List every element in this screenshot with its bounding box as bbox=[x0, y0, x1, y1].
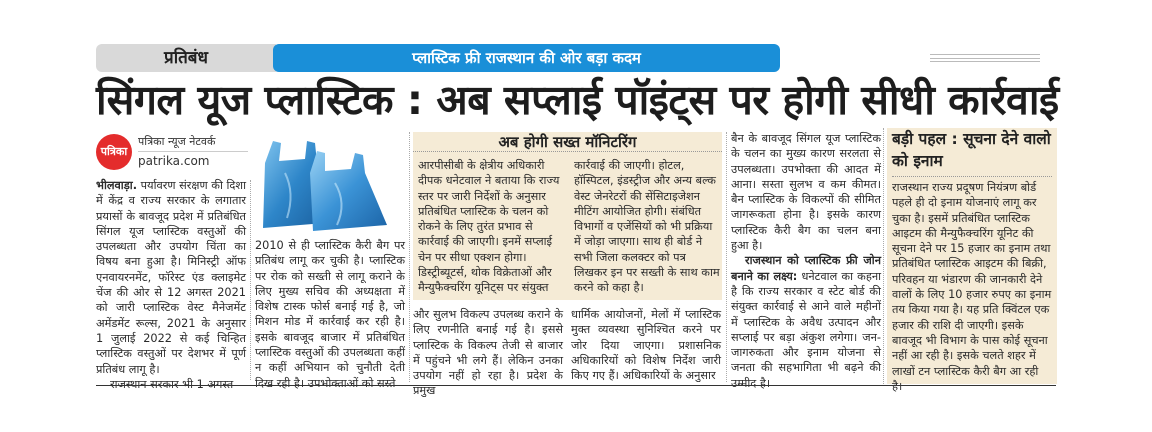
subhead-plastic-free-zone: राजस्थान को प्लास्टिक फ्री जोन बनाने का लक्ष्य: bbox=[731, 254, 881, 283]
column-5-para-2: धनेटवाल का कहना है कि राज्य सरकार व स्टेट बोर्ड की संयुक्त कार्रवाई से आने वाले महीनों में प्लास्टिक के अवैध उत्पादन और सप्लाई पर बड़ा अंकुश लगेगा। जन-जागरुकता और इनाम योजना से जनता की सहभागिता भी बढ़ने की उम्मीद है। bbox=[731, 269, 882, 390]
infobox-col-1: आरपीसीबी के क्षेत्रीय अधिकारी दीपक धनेटवाल ने बताया कि राज्य स्तर पर जारी निर्देशों के अनुसार प्रतिबंधित प्लास्टिक के चलन को रोकने के लिए तुरंत प्रभाव से कार्रवाई की जाएगी। इनमें सप्लाई चेन पर सीधा एक्शन होगा। डिस्ट्रीब्यूटर्स, थोक विक्रेताओं और मैन्युफैक्चरिंग यूनिट्स पर संयुक्त bbox=[418, 159, 560, 295]
bottom-rule bbox=[96, 385, 1056, 386]
kicker-banner: प्लास्टिक फ्री राजस्थान की ओर बड़ा कदम bbox=[273, 44, 780, 72]
column-divider bbox=[883, 128, 884, 384]
article-column-2: 2010 से ही प्लास्टिक कैरी बैग पर प्रतिबंध लागू कर चुकी है। प्लास्टिक पर रोक को सख्ती से लागू कराने के लिए मुख्य सचिव की अध्यक्षता में विशेष टास्क फोर्स बनाई गई है, जो मिशन मोड में कार्रवाई कर रही है। इसके बावजूद बाजार में प्रतिबंधित प्लास्टिक वस्तुओं की उपलब्धता कहीं न कहीं अभियान को चुनौती देती दिख रही है। उपभोक्ताओं को सस्ते bbox=[255, 239, 405, 390]
decorative-rule bbox=[930, 54, 1040, 62]
infobox-title: अब होगी सख्त मॉनिटरिंग bbox=[413, 132, 722, 152]
blue-plastic-bags-image bbox=[255, 133, 405, 233]
byline-site: patrika.com bbox=[138, 154, 210, 168]
column-1-para-2: राजस्थान सरकार भी 1 अगस्त bbox=[110, 377, 234, 391]
column-divider bbox=[409, 132, 410, 382]
plastic-bags-photo bbox=[255, 133, 405, 233]
column-divider bbox=[726, 132, 727, 382]
byline bbox=[96, 130, 246, 174]
article-column-4: धार्मिक आयोजनों, मेलों में प्लास्टिक मुक्त व्यवस्था सुनिश्चित करने पर जोर दिया जाएगा। प्रशासनिक अधिकारियों को विशेष निर्देश जारी किए गए हैं। अधिकारियों के अनुसार bbox=[571, 308, 721, 383]
article-column-1 bbox=[96, 178, 246, 392]
reward-sidebar bbox=[887, 128, 1057, 393]
headline: सिंगल यूज प्लास्टिक : अब सप्लाई पॉइंट्स पर होगी सीधी कार्रवाई bbox=[96, 76, 1059, 124]
column-1-para-1: पर्यावरण संरक्षण की दिशा में केंद्र व राज्य सरकार के लगातार प्रयासों के बावजूद प्रदेश में प्रतिबंधित सिंगल यूज प्लास्टिक वस्तुओं की उपलब्धता और उपयोग चिंता का विषय बना हुआ है। मिनिस्ट्री ऑफ एनवायरनमेंट, फॉरेस्ट एंड क्लाइमेट चेंज की ओर से 12 अगस्त 2021 को जारी प्लास्टिक वेस्ट मैनेजमेंट अमेंडमेंट रूल्स, 2021 के अनुसार 1 जुलाई 2022 से कई चिन्हित प्लास्टिक वस्तुओं पर देशभर में पूर्ण प्रतिबंध लागू है। bbox=[96, 179, 246, 376]
column-5-para-1: बैन के बावजूद सिंगल यूज प्लास्टिक के चलन का मुख्य कारण सरलता से उपलब्धता। उपभोक्ता की आदत में आना। सस्ता सुलभ व कम कीमत। बैन प्लास्टिक के विकल्पों की सीमित जागरूकता होना है। इसके कारण प्लास्टिक कैरी बैग का चलन बना हुआ है। bbox=[731, 132, 881, 253]
column-divider bbox=[250, 180, 251, 380]
byline-network: पत्रिका न्यूज नेटवर्क bbox=[138, 134, 248, 152]
article-column-3: और सुलभ विकल्प उपलब्ध कराने के लिए रणनीति बनाई गई है। इससे प्लास्टिक के विकल्प तेजी से बाजार में पहुंचने भी लगे हैं। लेकिन उनका उपयोग नहीं हो रहा है। प्रदेश के प्रमुख bbox=[413, 308, 563, 398]
infobox-col-2: कार्रवाई की जाएगी। होटल, हॉस्पिटल, इंडस्ट्रीज और अन्य बल्क वेस्ट जेनरेटरों की सेंसिटाइजेशन मीटिंग आयोजित होगी। संबंधित विभागों व एजेंसियों को भी प्रक्रिया में जोड़ा जाएगा। साथ ही बोर्ड ने सभी जिला कलक्टर को पत्र लिखकर इन पर सख्ती के साथ काम करने को कहा है। bbox=[574, 159, 720, 295]
sidebar-title: बड़ी पहल : सूचना देने वालो को इनाम bbox=[892, 130, 1051, 170]
patrika-logo-icon: पत्रिका bbox=[96, 134, 132, 170]
section-tag: प्रतिबंध bbox=[96, 44, 276, 72]
dateline: भीलवाड़ा. bbox=[96, 179, 137, 192]
sidebar-rule bbox=[892, 176, 1052, 177]
monitoring-infobox bbox=[413, 132, 722, 300]
article-column-5 bbox=[731, 131, 881, 391]
sidebar-body: राजस्थान राज्य प्रदूषण नियंत्रण बोर्ड पहले ही दो इनाम योजनाएं लागू कर चुका है। इसमें प्रतिबंधित प्लास्टिक आइटम की मैन्युफैक्चरिंग यूनिट की सूचना देने पर 15 हजार का इनाम तथा प्रतिबंधित प्लास्टिक आइटम की बिक्री, परिवहन या भंडारण की जानकारी देने वालों के लिए 10 हजार रुपए का इनाम तय किया गया है। यह प्रति क्विंटल एक हजार की राशि दी जाएगी। इसके बावजूद भी विभाग के पास कोई सूचना नहीं आ रही है। इसके चलते शहर में लाखों टन प्लास्टिक कैरी बैग आ रही है। bbox=[892, 181, 1052, 393]
